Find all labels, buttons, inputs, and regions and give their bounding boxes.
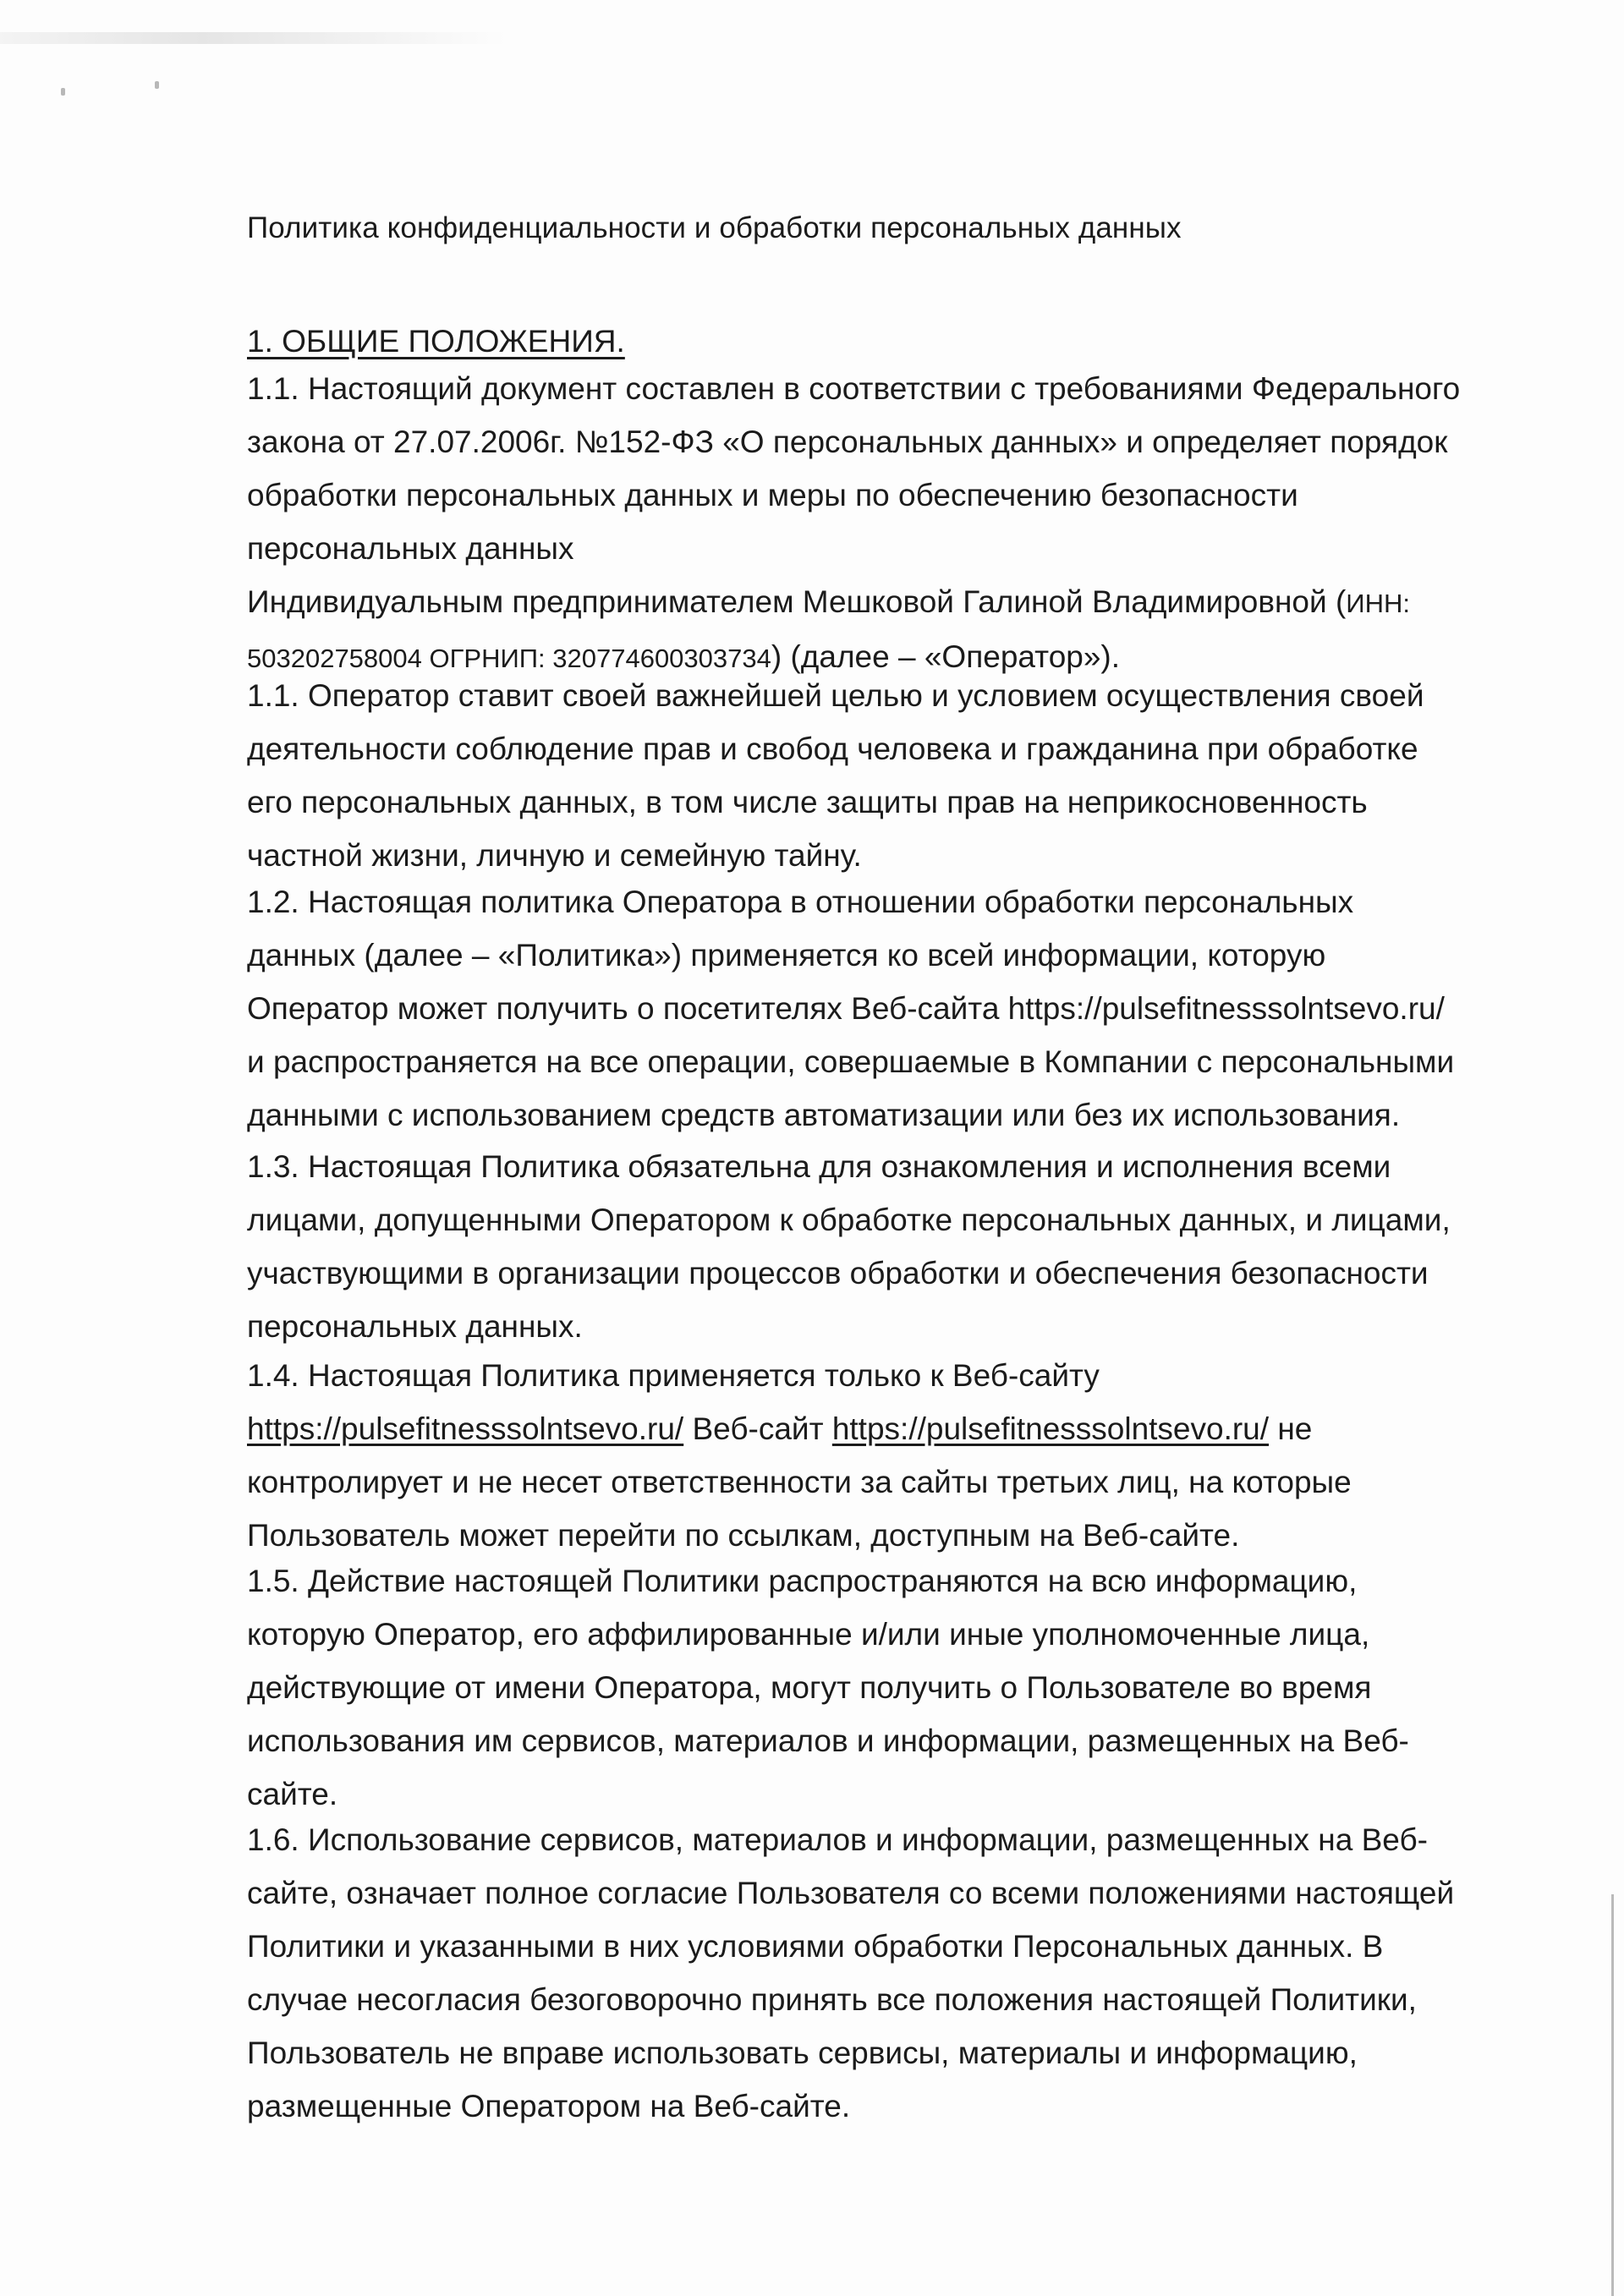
document-title: Политика конфиденциальности и обработки персональных данных: [247, 211, 1182, 244]
section-heading-general: 1. ОБЩИЕ ПОЛОЖЕНИЯ.: [247, 324, 625, 359]
text-line: 1.4. Настоящая Политика применяется только к Веб-сайту: [247, 1358, 1100, 1393]
inn-label: ИНН:: [1346, 589, 1410, 618]
text-line: его персональных данных, в том числе защиты прав на неприкосновенность: [247, 785, 1368, 819]
text-line: Пользователь не вправе использовать сервисы, материалы и информацию,: [247, 2036, 1358, 2070]
text-line: которую Оператор, его аффилированные и/или иные уполномоченные лица,: [247, 1617, 1370, 1652]
text-line: использования им сервисов, материалов и информации, размещенных на Веб-: [247, 1723, 1409, 1758]
text-fragment: Веб-сайт: [683, 1411, 832, 1446]
paragraph-1-1-goal: [247, 669, 1533, 882]
text-line: частной жизни, личную и семейную тайну.: [247, 838, 862, 873]
text-line: Оператор может получить о посетителях Веб-сайта https://pulsefitnesssolntsevo.ru/: [247, 991, 1445, 1026]
text-line: 1.2. Настоящая политика Оператора в отношении обработки персональных: [247, 885, 1354, 919]
text-line: сайте, означает полное согласие Пользователя со всеми положениями настоящей: [247, 1876, 1455, 1910]
paragraph-1-1: [247, 362, 1533, 685]
paragraph-1-6: [247, 1813, 1533, 2133]
text-line: участвующими в организации процессов обработки и обеспечения безопасности: [247, 1256, 1429, 1290]
operator-definition: ) (далее – «Оператор»).: [771, 639, 1121, 674]
text-line: данными с использованием средств автоматизации или без их использования.: [247, 1098, 1401, 1132]
text-line: персональных данных: [247, 531, 574, 566]
text-fragment: не: [1269, 1411, 1313, 1446]
scan-edge: [1611, 1894, 1614, 2296]
scan-speck: [155, 81, 159, 89]
text-line: Пользователь может перейти по ссылкам, доступным на Веб-сайте.: [247, 1518, 1240, 1553]
text-line: [247, 1402, 1533, 1455]
text-line: обработки персональных данных и меры по обеспечению безопасности: [247, 478, 1298, 512]
text-line: 1.1. Оператор ставит своей важнейшей целью и условием осуществления своей: [247, 678, 1424, 713]
text-line: [247, 575, 1533, 630]
text-line: и распространяется на все операции, совершаемые в Компании с персональными: [247, 1044, 1455, 1079]
text-line: 1.1. Настоящий документ составлен в соответствии с требованиями Федерального: [247, 371, 1461, 406]
scan-speck: [61, 88, 65, 96]
text-line: сайте.: [247, 1777, 338, 1811]
paragraph-1-5: [247, 1554, 1533, 1821]
text-line: Политики и указанными в них условиями обработки Персональных данных. В: [247, 1929, 1384, 1964]
text-line: 1.6. Использование сервисов, материалов и информации, размещенных на Веб-: [247, 1822, 1428, 1857]
website-link[interactable]: https://pulsefitnesssolntsevo.ru/: [247, 1411, 684, 1446]
text-line: персональных данных.: [247, 1309, 583, 1344]
text-line: случае несогласия безоговорочно принять все положения настоящей Политики,: [247, 1982, 1417, 2017]
paragraph-1-4: [247, 1349, 1533, 1562]
text-line: лицами, допущенными Оператором к обработке персональных данных, и лицами,: [247, 1203, 1451, 1237]
text-line: действующие от имени Оператора, могут получить о Пользователе во время: [247, 1670, 1372, 1705]
text-line: закона от 27.07.2006г. №152-ФЗ «О персональных данных» и определяет порядок: [247, 425, 1448, 459]
paragraph-1-3: [247, 1140, 1533, 1353]
website-link[interactable]: https://pulsefitnesssolntsevo.ru/: [831, 1411, 1270, 1446]
inn-ogrnip-numbers: 503202758004 ОГРНИП: 320774600303734: [247, 644, 771, 673]
text-line: 1.5. Действие настоящей Политики распространяются на всю информацию,: [247, 1564, 1358, 1598]
text-line: деятельности соблюдение прав и свобод человека и гражданина при обработке: [247, 732, 1418, 766]
operator-name-text: Индивидуальным предпринимателем Мешковой Галиной Владимировной (: [247, 584, 1347, 619]
text-line: размещенные Оператором на Веб-сайте.: [247, 2089, 851, 2123]
paragraph-1-2: [247, 875, 1533, 1142]
text-line: данных (далее – «Политика») применяется ко всей информации, которую: [247, 938, 1326, 973]
text-line: 1.3. Настоящая Политика обязательна для ознакомления и исполнения всеми: [247, 1149, 1391, 1184]
scan-artifact-top: [0, 32, 508, 44]
text-line: контролирует и не несет ответственности за сайты третьих лиц, на которые: [247, 1465, 1352, 1499]
